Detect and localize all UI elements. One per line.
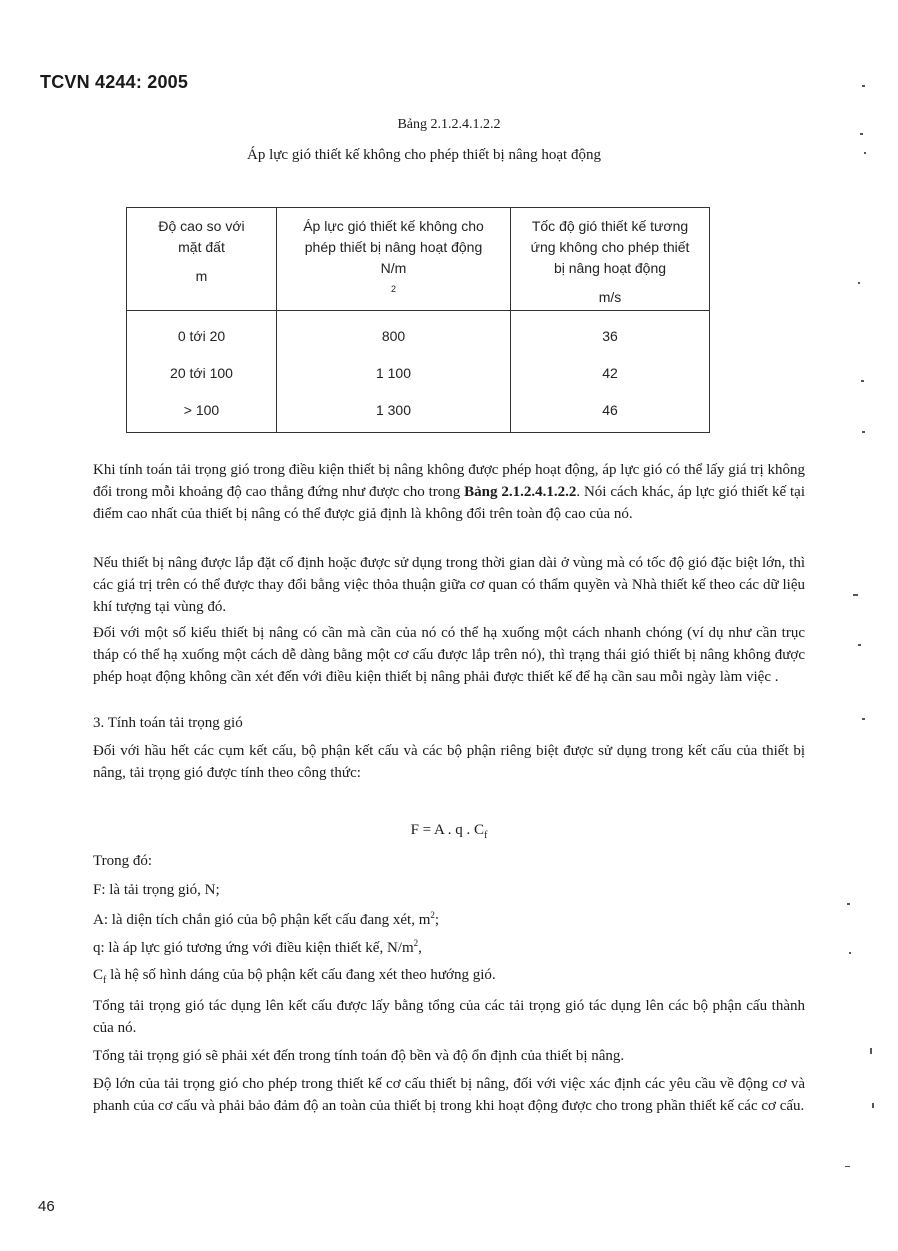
table-title: Áp lực gió thiết kế không cho phép thiết bị nâng hoạt động — [247, 147, 601, 163]
wind-load-formula: F = A . q . $C_f$ — [410, 822, 488, 841]
scan-speck — [847, 903, 850, 905]
scan-speck — [862, 85, 865, 87]
header-height: Độ cao so với mặt đất m — [127, 208, 277, 311]
scan-speck — [845, 1166, 850, 1167]
table-header-row — [127, 208, 710, 311]
scan-speck — [862, 431, 865, 433]
page-number: 46 — [38, 1198, 55, 1215]
scan-speck — [858, 644, 861, 646]
where-label: Trong đó: — [93, 853, 153, 869]
scan-speck — [861, 380, 864, 382]
scan-speck — [849, 952, 851, 954]
scan-speck — [872, 1103, 874, 1108]
section-heading: 3. Tính toán tải trọng gió — [93, 715, 243, 731]
document-code: TCVN 4244: 2005 — [40, 72, 189, 92]
table-row: > 100 1 300 46 — [127, 391, 710, 433]
paragraph-3: Đối với một số kiểu thiết bị nâng có cần mà cần của nó có thể hạ xuống một cách nhanh chóng (ví dụ như cần trục tháp có thể hạ xuống một cách dễ dàng bằng một cơ cấu được lắp trên nó), thì trạng thái gió thiết bị nâng không được phép hoạt động không cần xét đến với điều kiện thiết bị nâng phải được thiết kế để hạ cần sau mỗi ngày làm việc . — [93, 625, 805, 685]
scan-speck — [853, 594, 858, 596]
definition-a: A: là diện tích chắn gió của bộ phận kết cấu đang xét, $m^2$; — [93, 910, 440, 928]
table-row: 0 tới 20 800 36 — [127, 311, 710, 355]
header-speed: Tốc độ gió thiết kế tương ứng không cho phép thiết bị nâng hoạt động m/s — [511, 208, 710, 311]
scan-speck — [860, 133, 863, 135]
paragraph-6: Tổng tải trọng gió sẽ phải xét đến trong tính toán độ bền và độ ổn định của thiết bị nâng. — [93, 1048, 625, 1064]
definition-q: q: là áp lực gió tương ứng với điều kiện thiết kế, $N/m^2$, — [93, 938, 422, 956]
table-number: Bảng 2.1.2.4.1.2.2 — [397, 117, 501, 132]
table-row: 20 tới 100 1 100 42 — [127, 354, 710, 391]
header-pressure: Áp lực gió thiết kế không cho phép thiết bị nâng hoạt động N/m $^2$ — [277, 208, 511, 311]
scan-speck — [870, 1048, 872, 1054]
scan-speck — [864, 152, 866, 154]
paragraph-2: Nếu thiết bị nâng được lắp đặt cố định hoặc được sử dụng trong thời gian dài ở vùng mà có tốc độ gió đặc biệt lớn, thì các giá trị trên có thể được thay đổi bằng việc thỏa thuận giữa cơ quan có thẩm quyền và Nhà thiết kế theo các dữ liệu khí tượng tại vùng đó. — [93, 555, 805, 615]
paragraph-7: Độ lớn của tải trọng gió cho phép trong thiết kế cơ cấu thiết bị nâng, đối với việc xác định các yêu cầu về động cơ và phanh của cơ cấu và phải bảo đảm độ an toàn của thiết bị trong khi hoạt động được cho trong phần thiết kế các cơ cấu. — [93, 1076, 805, 1114]
definition-cf: $C_f$ là hệ số hình dáng của bộ phận kết cấu đang xét theo hướng gió. — [93, 967, 496, 986]
scan-speck — [862, 718, 865, 720]
scan-speck — [858, 282, 860, 284]
paragraph-5: Tổng tải trọng gió tác dụng lên kết cấu được lấy bằng tổng của các tải trọng gió tác dụng lên các bộ phận cấu thành của nó. — [93, 998, 805, 1036]
paragraph-1: Khi tính toán tải trọng gió trong điều kiện thiết bị nâng không được phép hoạt động, áp lực gió có thể lấy giá trị không đổi trong mỗi khoảng độ cao thẳng đứng như được cho trong Bảng 2.1.2.4.1.2.2. Nói cách khác, áp lực gió thiết kế tại điểm cao nhất của thiết bị nâng có thể được giả định là không đổi trên toàn độ cao của nó. — [93, 462, 805, 522]
paragraph-4: Đối với hầu hết các cụm kết cấu, bộ phận kết cấu và các bộ phận riêng biệt được sử dụng trong kết cấu của thiết bị nâng, tải trọng gió được tính theo công thức: — [93, 743, 805, 781]
wind-pressure-table — [126, 207, 710, 433]
definition-f: F: là tải trọng gió, N; — [93, 882, 220, 898]
